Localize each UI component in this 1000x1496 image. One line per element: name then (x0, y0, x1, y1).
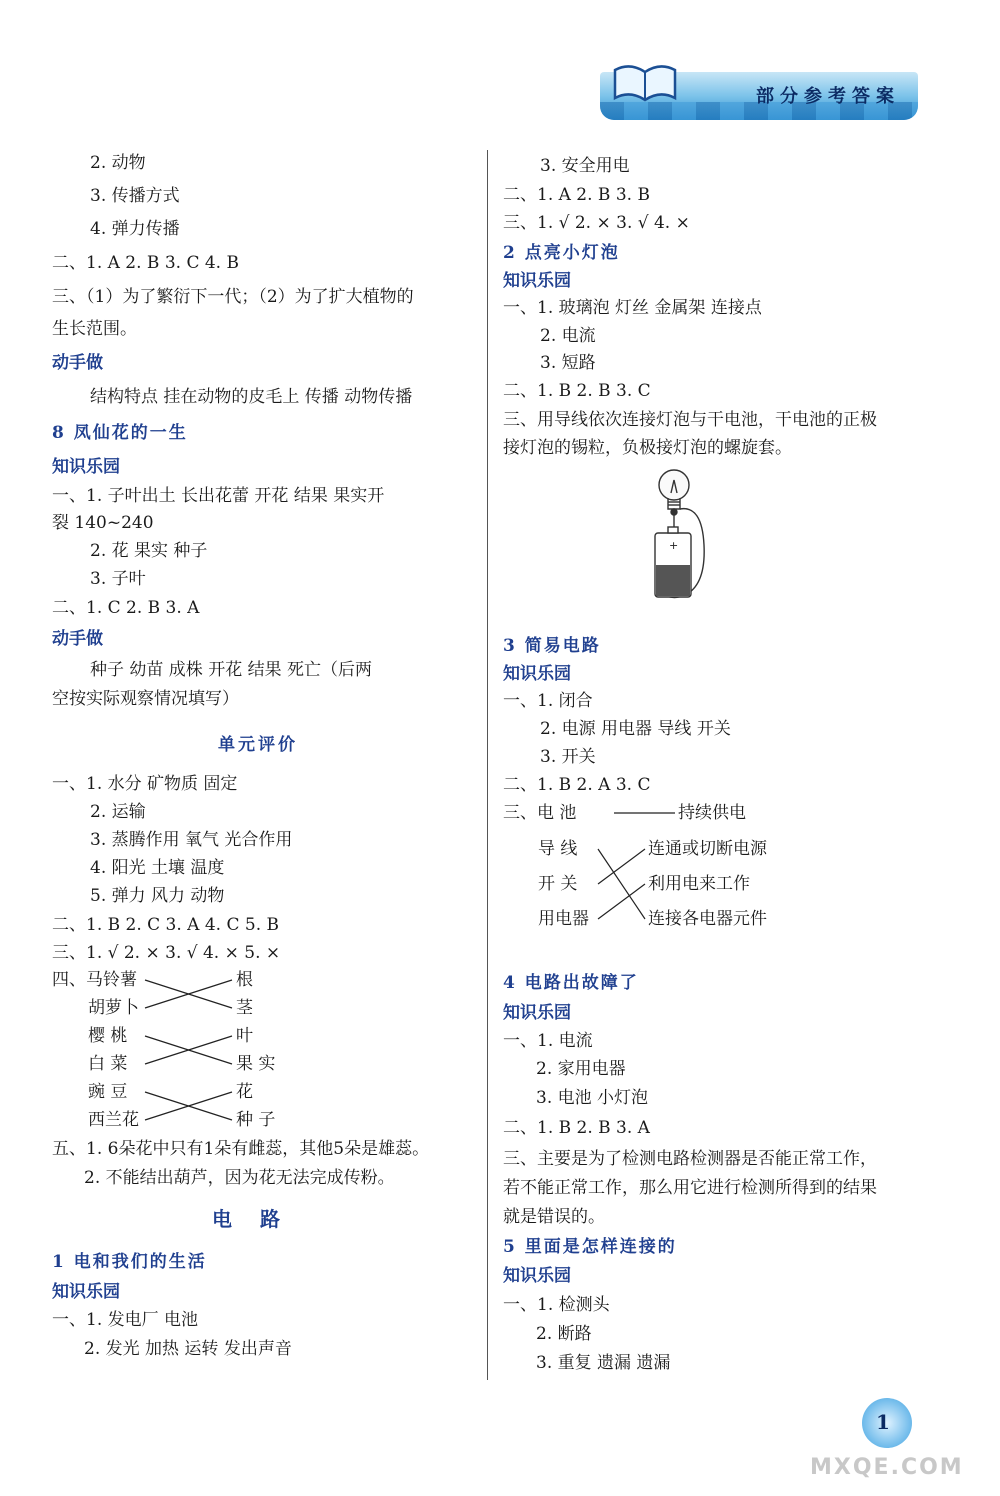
match-right-item: 果 实 (236, 1054, 276, 1074)
lesson-heading: 2 点亮小灯泡 (503, 243, 620, 263)
answer-line: 3. 开关 (540, 747, 596, 767)
answer-line: 一、1. 电流 (503, 1031, 593, 1051)
section-label: 知识乐园 (503, 664, 571, 684)
answer-line: 2. 不能结出葫芦，因为花无法完成传粉。 (84, 1168, 395, 1188)
answer-line: 3. 子叶 (90, 569, 146, 589)
section-label: 知识乐园 (503, 271, 571, 291)
answer-line: 种子 幼苗 成株 开花 结果 死亡（后两 (90, 660, 373, 680)
match-right-item: 根 (236, 970, 253, 990)
answer-line: 二、1. B 2. B 3. C (503, 381, 651, 401)
answer-line: 2. 花 果实 种子 (90, 541, 208, 561)
match-left-item: 三、电 池 (503, 803, 577, 823)
answer-line: 2. 家用电器 (536, 1059, 626, 1079)
answer-line: 3. 安全用电 (540, 156, 630, 176)
answer-line: 二、1. B 2. B 3. A (503, 1118, 650, 1138)
answer-line: 三、1. √ 2. × 3. √ 4. × (503, 213, 690, 233)
answer-line: 三、1. √ 2. × 3. √ 4. × 5. × (52, 943, 281, 963)
page-number-badge (862, 1398, 912, 1448)
match-left-item: 西兰花 (88, 1110, 139, 1130)
answer-line: 2. 发光 加热 运转 发出声音 (84, 1339, 292, 1359)
answer-line: 二、1. A 2. B 3. B (503, 185, 650, 205)
unit-title: 电路 (212, 1207, 308, 1231)
match-right-item: 花 (236, 1082, 253, 1102)
match-right-item: 茎 (236, 998, 253, 1018)
lesson-heading: 4 电路出故障了 (503, 973, 639, 993)
banner-title: 部分参考答案 (756, 86, 900, 107)
answer-line: 3. 电池 小灯泡 (536, 1088, 649, 1108)
match-right-item: 连接各电器元件 (648, 909, 767, 929)
match-right-item: 持续供电 (678, 803, 746, 823)
answer-line: 一、1. 发电厂 电池 (52, 1310, 199, 1330)
match-left-item: 用电器 (538, 909, 589, 929)
lesson-heading: 8 凤仙花的一生 (52, 423, 188, 443)
section-label: 知识乐园 (503, 1003, 571, 1023)
match-left-item: 导 线 (538, 839, 578, 859)
watermark: MXQE.COM (810, 1455, 964, 1480)
answer-line: 二、1. C 2. B 3. A (52, 598, 200, 618)
answer-line: 生长范围。 (52, 319, 137, 339)
section-label: 知识乐园 (503, 1266, 571, 1286)
match-right-item: 利用电来工作 (648, 874, 750, 894)
answer-line: 三、（1）为了繁衍下一代；（2）为了扩大植物的 (52, 287, 414, 307)
answer-line: 三、用导线依次连接灯泡与干电池，干电池的正极 (503, 410, 877, 430)
answer-line: 3. 传播方式 (90, 186, 180, 206)
lesson-heading: 1 电和我们的生活 (52, 1252, 207, 1272)
match-left-item: 胡萝卜 (88, 998, 139, 1018)
answer-line: 就是错误的。 (503, 1207, 605, 1227)
answer-line: 2. 断路 (536, 1324, 592, 1344)
answer-line: 3. 重复 遗漏 遗漏 (536, 1353, 671, 1373)
answer-line: 5. 弹力 风力 动物 (90, 886, 225, 906)
unit-review-title: 单元评价 (218, 735, 298, 755)
answer-line: 结构特点 挂在动物的皮毛上 传播 动物传播 (90, 387, 413, 407)
answer-line: 3. 蒸腾作用 氧气 光合作用 (90, 830, 293, 850)
answer-line: 一、1. 玻璃泡 灯丝 金属架 连接点 (503, 298, 762, 318)
match-left-item: 白 菜 (88, 1054, 128, 1074)
answer-line: 一、1. 闭合 (503, 691, 593, 711)
match-left-item: 豌 豆 (88, 1082, 128, 1102)
answer-line: 4. 阳光 土壤 温度 (90, 858, 225, 878)
section-label: 知识乐园 (52, 1282, 120, 1302)
answer-line: 裂 140~240 (52, 513, 154, 533)
answer-line: 二、1. B 2. A 3. C (503, 775, 651, 795)
answer-line: 接灯泡的锡粒，负极接灯泡的螺旋套。 (503, 438, 792, 458)
answer-line: 4. 弹力传播 (90, 219, 180, 239)
answer-line: 一、1. 检测头 (503, 1295, 610, 1315)
match-left-item: 樱 桃 (88, 1026, 128, 1046)
answer-line: 三、主要是为了检测电路检测器是否能正常工作， (503, 1149, 877, 1169)
answer-line: 空按实际观察情况填写） (52, 689, 239, 709)
answer-line: 若不能正常工作，那么用它进行检测所得到的结果 (503, 1178, 877, 1198)
answer-line: 一、1. 子叶出土 长出花蕾 开花 结果 果实开 (52, 486, 385, 506)
answer-line: 2. 运输 (90, 802, 146, 822)
match-left-item: 开 关 (538, 874, 578, 894)
match-right-item: 叶 (236, 1026, 253, 1046)
page-number: 1 (876, 1410, 890, 1434)
lesson-heading: 3 简易电路 (503, 636, 601, 656)
match-right-item: 连通或切断电源 (648, 839, 767, 859)
answer-line: 二、1. B 2. C 3. A 4. C 5. B (52, 915, 280, 935)
section-label: 知识乐园 (52, 457, 120, 477)
section-label: 动手做 (52, 629, 103, 649)
answer-line: 五、1. 6朵花中只有1朵有雌蕊，其他5朵是雄蕊。 (52, 1139, 430, 1159)
answer-line: 2. 动物 (90, 153, 146, 173)
match-right-item: 种 子 (236, 1110, 276, 1130)
answer-line: 一、1. 水分 矿物质 固定 (52, 774, 238, 794)
svg-text:+: + (669, 539, 679, 552)
answer-line: 2. 电源 用电器 导线 开关 (540, 719, 731, 739)
answer-line: 3. 短路 (540, 353, 596, 373)
lesson-heading: 5 里面是怎样连接的 (503, 1237, 677, 1257)
section-label: 动手做 (52, 353, 103, 373)
answer-line: 2. 电流 (540, 326, 596, 346)
answer-line: 二、1. A 2. B 3. C 4. B (52, 253, 239, 273)
match-left-item: 四、马铃薯 (52, 970, 137, 990)
